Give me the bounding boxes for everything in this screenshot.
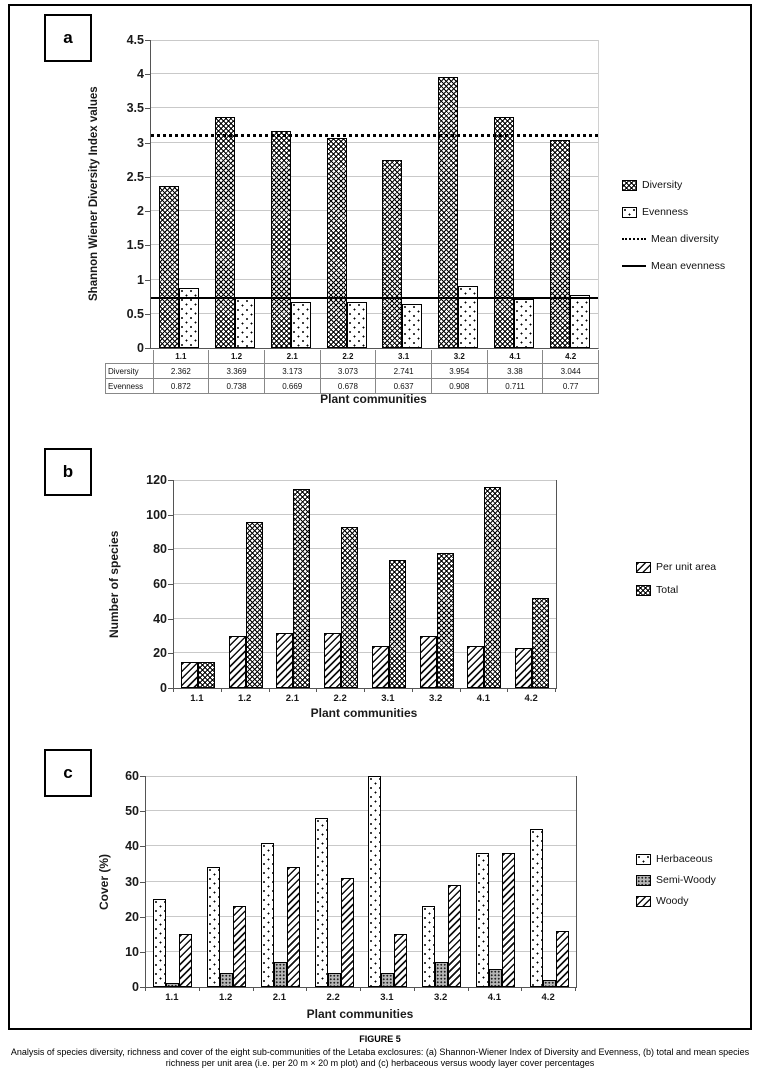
- x-axis-tick-mark: [575, 987, 576, 991]
- bar-woody: [448, 885, 461, 987]
- legend-c: [636, 853, 716, 907]
- legend-item: [636, 561, 716, 573]
- legend-item: [622, 179, 725, 191]
- x-axis-tick-mark: [221, 688, 222, 692]
- bar-total: [437, 553, 454, 688]
- x-axis-tick-mark: [360, 987, 361, 991]
- x-tick-label: 2.2: [333, 693, 347, 704]
- y-tick-label: 0: [160, 681, 167, 695]
- legend-item: [636, 584, 716, 596]
- table-value-cell: 3.173: [264, 364, 320, 379]
- legend-a: [622, 179, 725, 272]
- bar-evenness: [235, 298, 255, 349]
- x-tick-label: 1.1: [190, 693, 204, 704]
- figure-caption-title: FIGURE 5: [359, 1034, 401, 1044]
- legend-label: Semi-Woody: [656, 874, 716, 886]
- bar-total: [246, 522, 263, 688]
- gridline: [151, 40, 598, 41]
- legend-label: Diversity: [642, 179, 683, 191]
- table-value-cell: 3.954: [431, 364, 487, 379]
- bar-semi-woody: [381, 973, 394, 987]
- bar-herbaceous: [422, 906, 435, 987]
- y-axis-ticks-b: [118, 473, 167, 695]
- legend-swatch: [636, 854, 651, 865]
- bar-total: [484, 487, 501, 688]
- bar-per-unit-area: [515, 648, 532, 688]
- bar-woody: [341, 878, 354, 987]
- y-tick-label: 120: [146, 473, 167, 487]
- panel-label-box-b: [44, 448, 92, 496]
- bar-semi-woody: [328, 973, 341, 987]
- legend-swatch: [636, 896, 651, 907]
- legend-swatch: [636, 585, 651, 596]
- bar-evenness: [291, 302, 311, 348]
- bar-herbaceous: [261, 843, 274, 987]
- bar-herbaceous: [530, 829, 543, 987]
- bar-herbaceous: [315, 818, 328, 987]
- bar-diversity: [215, 117, 235, 348]
- bar-total: [341, 527, 358, 688]
- gridline: [146, 845, 576, 846]
- table-blank-cell: [106, 350, 154, 364]
- bar-woody: [556, 931, 569, 987]
- table-value-cell: 2.362: [153, 364, 209, 379]
- legend-label: Per unit area: [656, 561, 717, 573]
- y-tick-label: 30: [125, 874, 139, 889]
- y-axis-title-c: Cover (%): [97, 853, 111, 910]
- bar-diversity: [494, 117, 514, 348]
- x-tick-label: 4.1: [487, 992, 501, 1003]
- legend-label: Herbaceous: [656, 853, 713, 865]
- bar-herbaceous: [207, 867, 220, 987]
- bar-evenness: [347, 302, 367, 348]
- x-axis-tick-mark: [145, 987, 146, 991]
- legend-item: [636, 874, 716, 886]
- table-category-cell: 1.2: [209, 350, 265, 364]
- x-tick-label: 3.1: [381, 693, 395, 704]
- y-tick-label: 40: [125, 839, 139, 854]
- plot-area-a: [150, 40, 599, 349]
- bar-total: [293, 489, 310, 688]
- x-tick-label: 4.2: [541, 992, 555, 1003]
- y-axis-title-b: Number of species: [107, 530, 121, 638]
- legend-label: Mean diversity: [651, 233, 719, 245]
- bar-semi-woody: [489, 969, 502, 987]
- y-tick-label: 100: [146, 507, 167, 522]
- gridline: [151, 73, 598, 74]
- x-axis-tick-mark: [414, 987, 415, 991]
- y-tick-label: 2.5: [126, 169, 144, 184]
- table-category-cell: 2.1: [264, 350, 320, 364]
- bar-semi-woody: [435, 962, 448, 987]
- bar-total: [532, 598, 549, 688]
- bar-per-unit-area: [324, 633, 341, 688]
- bar-diversity: [550, 140, 570, 348]
- legend-swatch: [622, 238, 646, 240]
- x-axis-title-b: Plant communities: [310, 706, 418, 720]
- legend-label: Woody: [656, 895, 689, 907]
- x-tick-label: 2.1: [285, 693, 299, 704]
- x-axis-tick-mark: [199, 987, 200, 991]
- bar-woody: [287, 867, 300, 987]
- y-tick-label: 3: [137, 135, 144, 150]
- bar-semi-woody: [166, 983, 179, 987]
- legend-b: [636, 561, 716, 596]
- x-tick-label: 1.2: [219, 992, 233, 1003]
- x-axis-ticks-c: [145, 992, 575, 1004]
- data-table-a: [105, 350, 599, 394]
- gridline: [146, 776, 576, 777]
- bar-diversity: [438, 77, 458, 348]
- x-tick-label: 2.2: [326, 992, 340, 1003]
- bar-diversity: [159, 186, 179, 348]
- gridline: [146, 810, 576, 811]
- panel-letter-b: b: [62, 462, 74, 481]
- y-tick-label: 20: [153, 646, 167, 661]
- legend-item: [622, 206, 725, 218]
- x-tick-label: 4.2: [524, 693, 538, 704]
- legend-item: [622, 260, 725, 272]
- y-axis-title-a: Shannon Wiener Diversity Index values: [88, 86, 100, 302]
- table-category-cell: 3.2: [431, 350, 487, 364]
- bar-per-unit-area: [229, 636, 246, 688]
- x-tick-label: 1.2: [238, 693, 252, 704]
- table-row: [106, 364, 599, 379]
- legend-label: Total: [656, 584, 679, 596]
- bar-semi-woody: [543, 980, 556, 987]
- x-axis-tick-mark: [521, 987, 522, 991]
- y-tick-label: 4.5: [126, 33, 144, 47]
- bar-woody: [502, 853, 515, 987]
- legend-swatch: [636, 562, 651, 573]
- bar-evenness: [458, 286, 478, 348]
- y-tick-label: 60: [125, 769, 139, 783]
- x-axis-tick-mark: [316, 688, 317, 692]
- table-value-cell: 0.738: [209, 379, 265, 394]
- x-axis-title-a: Plant communities: [320, 392, 427, 406]
- bar-herbaceous: [153, 899, 166, 987]
- x-axis-tick-mark: [269, 688, 270, 692]
- bar-total: [198, 662, 215, 688]
- table-value-cell: 0.711: [487, 379, 543, 394]
- y-tick-label: 20: [125, 909, 139, 924]
- x-axis-tick-mark: [468, 987, 469, 991]
- figure-caption-text: Analysis of species diversity, richness and cover of the eight sub-communities of the Letaba exclosures: (a) Shannon-Wiener Index of Diversity and Evenness, (b) total and mean species richness per unit area (i.e. per 20 m × 20 m plot) and (c) herbaceous versus woody layer cover percentages: [10, 1046, 750, 1068]
- x-tick-label: 2.1: [272, 992, 286, 1003]
- bar-evenness: [570, 295, 590, 348]
- plot-area-b: [173, 480, 557, 689]
- x-tick-label: 3.2: [434, 992, 448, 1003]
- y-tick-label: 80: [153, 542, 167, 557]
- bar-semi-woody: [274, 962, 287, 987]
- x-axis-tick-mark: [173, 688, 174, 692]
- legend-label: Mean evenness: [651, 260, 726, 272]
- bar-herbaceous: [476, 853, 489, 987]
- table-value-cell: 2.741: [376, 364, 432, 379]
- legend-item: [636, 853, 716, 865]
- bar-per-unit-area: [420, 636, 437, 688]
- bar-semi-woody: [220, 973, 233, 987]
- x-tick-label: 3.2: [429, 693, 443, 704]
- y-tick-label: 3.5: [126, 101, 144, 116]
- bar-total: [389, 560, 406, 688]
- table-category-cell: 2.2: [320, 350, 376, 364]
- panel-label-box-a: [44, 14, 92, 62]
- bar-woody: [394, 934, 407, 987]
- table-row-label: Diversity: [106, 364, 154, 379]
- legend-swatch: [622, 265, 646, 267]
- y-axis-ticks-a: [95, 33, 144, 355]
- panel-label-box-c: [44, 749, 92, 797]
- table-value-cell: 3.369: [209, 364, 265, 379]
- x-axis-tick-mark: [507, 688, 508, 692]
- x-tick-label: 1.1: [165, 992, 179, 1003]
- table-category-cell: 1.1: [153, 350, 209, 364]
- y-tick-label: 10: [125, 944, 139, 959]
- x-axis-title-c: Plant communities: [306, 1007, 414, 1021]
- y-tick-label: 0.5: [126, 306, 144, 321]
- bar-per-unit-area: [181, 662, 198, 688]
- bar-per-unit-area: [372, 646, 389, 688]
- mean-line-dotted: [151, 134, 598, 137]
- y-tick-label: 0: [137, 341, 144, 355]
- x-axis-tick-mark: [364, 688, 365, 692]
- bar-woody: [233, 906, 246, 987]
- plot-area-c: [145, 776, 577, 988]
- legend-swatch: [636, 875, 651, 886]
- y-tick-label: 4: [137, 67, 144, 82]
- gridline: [174, 480, 556, 481]
- table-value-cell: 0.872: [153, 379, 209, 394]
- x-tick-label: 4.1: [476, 693, 490, 704]
- y-tick-label: 40: [153, 611, 167, 626]
- bar-evenness: [402, 304, 422, 348]
- table-category-row: [106, 350, 599, 364]
- x-axis-ticks-b: [173, 693, 555, 705]
- legend-swatch: [622, 207, 637, 218]
- table-category-cell: 4.1: [487, 350, 543, 364]
- table-value-cell: 0.77: [543, 379, 599, 394]
- table-value-cell: 3.044: [543, 364, 599, 379]
- table-value-cell: 3.38: [487, 364, 543, 379]
- table-value-cell: 0.678: [320, 379, 376, 394]
- table-row-label: Evenness: [106, 379, 154, 394]
- bar-per-unit-area: [276, 633, 293, 688]
- x-tick-label: 3.1: [380, 992, 394, 1003]
- table-value-cell: 0.669: [264, 379, 320, 394]
- table-value-cell: 0.637: [376, 379, 432, 394]
- y-tick-label: 1: [137, 272, 144, 287]
- figure-caption: [0, 1034, 760, 1070]
- panel-letter-a: a: [63, 28, 73, 47]
- table-value-cell: 0.908: [431, 379, 487, 394]
- bar-woody: [179, 934, 192, 987]
- bar-per-unit-area: [467, 646, 484, 688]
- bar-diversity: [382, 160, 402, 348]
- x-axis-tick-mark: [253, 987, 254, 991]
- table-category-cell: 4.2: [543, 350, 599, 364]
- x-axis-tick-mark: [460, 688, 461, 692]
- y-tick-label: 2: [137, 204, 144, 219]
- y-tick-label: 50: [125, 804, 139, 819]
- legend-item: [636, 895, 716, 907]
- y-axis-ticks-c: [92, 769, 139, 994]
- legend-swatch: [622, 180, 637, 191]
- legend-item: [622, 233, 725, 245]
- bar-diversity: [271, 131, 291, 348]
- x-axis-tick-mark: [306, 987, 307, 991]
- mean-line-solid: [151, 297, 598, 299]
- table-value-cell: 3.073: [320, 364, 376, 379]
- bar-herbaceous: [368, 776, 381, 987]
- y-tick-label: 1.5: [126, 238, 144, 253]
- x-axis-tick-mark: [412, 688, 413, 692]
- y-tick-label: 60: [153, 577, 167, 591]
- table-category-cell: 3.1: [376, 350, 432, 364]
- gridline: [151, 107, 598, 108]
- bar-diversity: [327, 138, 347, 348]
- y-tick-label: 0: [132, 980, 139, 994]
- panel-letter-c: c: [63, 763, 73, 782]
- bar-evenness: [514, 299, 534, 348]
- legend-label: Evenness: [642, 206, 689, 218]
- x-axis-tick-mark: [555, 688, 556, 692]
